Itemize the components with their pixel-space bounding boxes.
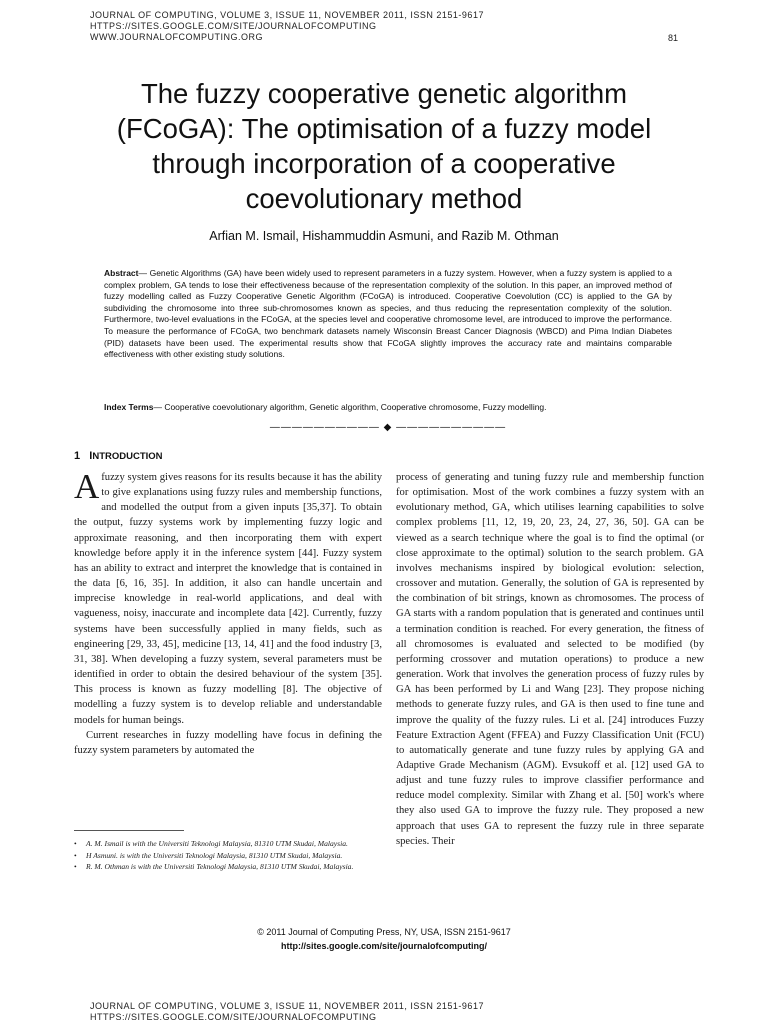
abstract-text: — Genetic Algorithms (GA) have been widely used to represent parameters in a fuzzy system. However, when a fuzzy system is applied to a complex problem, GA tends to lose their effectiveness because of the representation complexity of the solution. In this paper, an improved method of fuzzy modelling called as Fuzzy Cooperative Genetic Algorithm (FCoGA) is introduced. Cooperative Coevolution (CC) is applied to the GA by subdividing the chromosome into three sub-chromosomes known as species, and thus reducing the representation complexity of the solution. Furthermore, two-level evaluations in the FCoGA, at the species level and cooperative chromosome level, are introduced to improve the performance. To measure the performance of FCoGA, two benchmark datasets namely Wisconsin Breast Cancer Diagnosis (WBCD) and Pima Indian Diabetes (PID) datasets have been used. The experimental results show that FCoGA slightly improves the accuracy rate and maintains comparable effectiveness with other existing study solutions. [104,268,672,360]
title-line: The fuzzy cooperative genetic algorithm [140,78,628,109]
title-line: (FCoGA): The optimisation of a fuzzy model [116,113,652,144]
footnote-item [74,861,382,873]
authors: Arfian M. Ismail, Hishammuddin Asmuni, and Razib M. Othman [209,229,559,243]
author-footnotes [74,838,382,873]
footnote-item [74,850,382,862]
title-line: through incorporation of a cooperative [152,148,616,179]
section-heading [74,450,163,462]
abstract-label: Abstract [104,268,139,278]
index-terms [104,402,672,412]
section-title-initial: I [89,450,93,462]
footnote-text: H Asmuni. is with the Universiti Teknologi Malaysia, 81310 UTM Skudai, Malaysia. [86,850,343,860]
paragraph-text: fuzzy system gives reasons for its results because it has the ability to give explanations using fuzzy rules and membership functions, and modelled the output from a given inputs [35,37]. To obtain the output, fuzzy systems work by implementing fuzzy logic and approximate reasoning, and then incorporating them with expert knowledge before apply it in the inference system [44]. Fuzzy system has an ability to extract and interpret the knowledge that is contained in the data [6, 16, 35]. In addition, it also can handle uncertain and imprecise knowledge in real-world applications, and deal with vagueness, noisy, inaccurate and incomplete data [42]. Currently, fuzzy systems have been successfully applied in many fields, such as engineering [29, 33, 45], medicine [13, 14, 41] and the food industry [3, 31, 38]. When developing a fuzzy system, several parameters must be identified in order to obtain the desired behaviour of the system [35]. This process is known as fuzzy modelling [8]. The objective of modelling a fuzzy system is to develop reliable and understandable models for human beings. [74,472,382,726]
index-terms-label: Index Terms [104,402,154,412]
drop-cap: A [74,467,100,506]
intro-paragraph-1 [74,467,382,728]
url-line-1[interactable]: HTTPS://SITES.GOOGLE.COM/SITE/JOURNALOFCOMPUTING [90,21,377,31]
footer-url-line[interactable]: HTTPS://SITES.GOOGLE.COM/SITE/JOURNALOFCOMPUTING [90,1012,377,1022]
index-terms-text: — Cooperative coevolutionary algorithm, Genetic algorithm, Cooperative chromosome, Fuzzy modelling. [153,402,547,412]
title-line: coevolutionary method [245,183,523,214]
footer-journal-line: JOURNAL OF COMPUTING, VOLUME 3, ISSUE 11, NOVEMBER 2011, ISSN 2151-9617 [90,1001,484,1011]
journal-line: JOURNAL OF COMPUTING, VOLUME 3, ISSUE 11, NOVEMBER 2011, ISSN 2151-9617 [90,10,484,20]
running-footer [90,1001,484,1023]
right-column [396,470,704,849]
bullet-icon: • [74,839,77,848]
page-number: 81 [667,33,678,43]
copyright-block [60,925,708,953]
footnote-item [74,838,382,850]
right-column-paragraph: process of generating and tuning fuzzy rule and membership function for optimisation. Most of the work combines a fuzzy system with an evolutionary method, GA, which utilises learning capabilities to solve complex problems [11, 12, 19, 20, 23, 24, 27, 36, 50]. GA can be viewed as a search technique where the goal is to find the optimal (or close approximate to the optimal) solution to the search problem. GA involves mechanisms inspired by biological evolution: selection, crossover and mutation. Generally, the solution of GA is represented by the combination of bit strings, known as chromosomes. The process of GA starts with a random population that is generated and continues until a termination condition is reached. For every generation, the fitness of all chromosomes is evaluated and selected to be modified (by performing crossover and mutation operations) to produce a new generation. Work that involves the generation process of fuzzy rules by GA has been performed by Li and Wang [23]. They propose niching methods to generate fuzzy rules, and GA is then used to fine tune and improve the quality of the fuzzy rules. Li et al. [24] introduces Fuzzy Feature Extraction Agent (FFEA) and Fuzzy Classification Unit (FCU) to automatically generate and tune fuzzy rules by applying GA and Adaptive Grade Mechanism (AGM). Evsukoff et al. [12] used GA to adjust and tune fuzzy rules to improve classifier performance and reduce model complexity. Similar with Zhang et al. [50] work's where they also used GA to improve the fuzzy rule. They proposed a new approach that uses GA to represent the fuzzy rule in three separate species. Their [396,472,704,847]
journal-url-link[interactable]: http://sites.google.com/site/journalofcomputing/ [280,941,487,951]
footnote-text: A. M. Ismail is with the Universiti Teknologi Malaysia, 81310 UTM Skudai, Malaysia. [86,839,348,848]
bullet-icon: • [74,850,77,860]
bullet-icon: • [74,862,77,871]
section-title-rest: NTRODUCTION [92,451,163,462]
url-line-2[interactable]: WWW.JOURNALOFCOMPUTING.ORG [90,32,263,42]
section-number: 1 [74,450,81,462]
copyright-text: © 2011 Journal of Computing Press, NY, USA, ISSN 2151-9617 [257,927,511,937]
abstract [104,268,672,361]
running-header [90,10,484,43]
footnote-text: R. M. Othman is with the Universiti Teknologi Malaysia, 81310 UTM Skudai, Malaysia. [86,862,354,871]
left-column [74,467,382,758]
intro-paragraph-2: Current researches in fuzzy modelling have focus in defining the fuzzy system parameters by automated the [74,729,382,756]
paper-title [60,76,708,216]
footnote-rule [74,830,184,831]
section-divider: —————————— ◆ —————————— [269,422,507,433]
